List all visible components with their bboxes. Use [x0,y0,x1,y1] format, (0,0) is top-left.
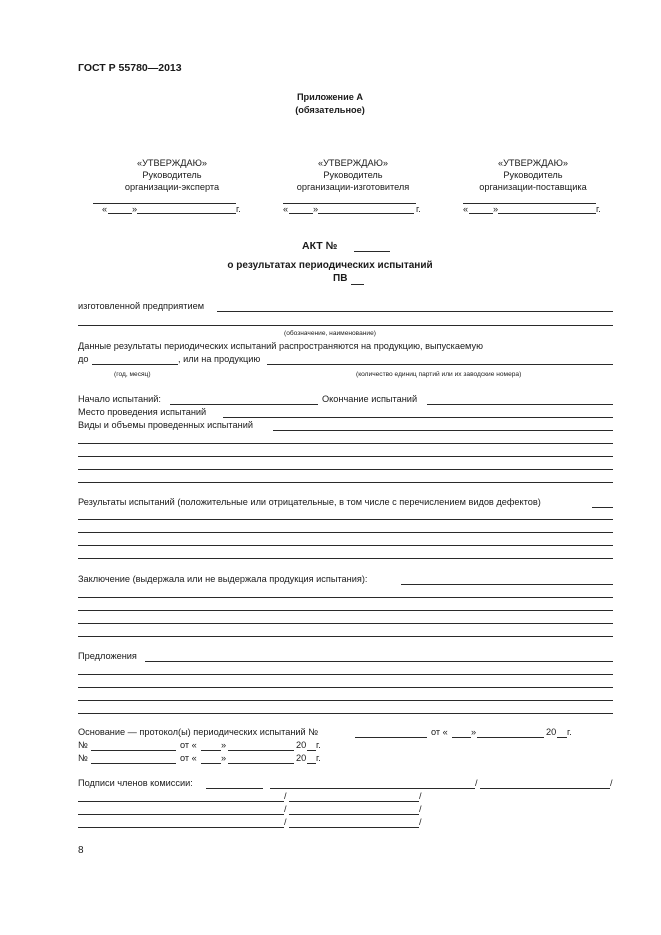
label-year-g: г. [316,740,321,750]
fill-line-kinds[interactable] [273,430,613,431]
slash: / [284,804,287,814]
fill-line[interactable] [78,558,613,559]
fill-line-month[interactable] [228,763,294,764]
date-quote-open: « [463,204,469,214]
appendix-note: (обязательное) [295,105,365,115]
signature-line [93,203,236,204]
name-line[interactable] [289,827,419,828]
fill-line-year[interactable] [307,750,316,751]
label-results: Результаты испытаний (положительные или отрицательные, в том числе с перечислением видов дефектов) [78,497,541,507]
fill-line[interactable] [78,636,613,637]
act-pv: ПВ [333,273,348,284]
approval-stamp: «УТВЕРЖДАЮ» [136,158,208,168]
fill-line[interactable] [78,687,613,688]
date-year-suffix: г. [236,204,241,214]
fill-line-until[interactable] [92,364,178,365]
fill-line[interactable] [78,674,613,675]
hint-designation: (обозначение, наименование) [284,330,376,337]
standard-number: ГОСТ Р 55780—2013 [78,62,182,74]
fill-line-end[interactable] [427,404,613,405]
name-line[interactable] [289,814,419,815]
label-end: Окончание испытаний [322,394,418,404]
date-year-suffix: г. [416,204,421,214]
date-day-line [289,213,313,214]
fill-line[interactable] [78,456,613,457]
signature-line[interactable] [78,814,284,815]
fill-line-month[interactable] [477,737,544,738]
slash: / [419,791,422,801]
label-basis: Основание — протокол(ы) периодических испытаний № [78,727,319,737]
approval-role: Руководитель [503,170,563,180]
fill-line-year[interactable] [557,737,567,738]
fill-line[interactable] [78,443,613,444]
fill-line-day[interactable] [201,750,221,751]
date-quote-open: « [283,204,289,214]
label-place: Место проведения испытаний [78,407,207,417]
act-title: АКТ № [302,240,338,252]
label-year20: 20 [296,740,307,750]
page-number: 8 [78,845,84,856]
date-quote-open: « [102,204,108,214]
fill-line-results[interactable] [592,507,613,508]
slash: / [284,791,287,801]
act-subtitle: о результатах периодических испытаний [227,260,433,271]
name-line[interactable] [480,788,610,789]
label-year20: 20 [296,753,307,763]
name-line[interactable] [270,788,475,789]
label-or-product: , или на продукцию [178,354,261,364]
label-signatures: Подписи членов комиссии: [78,778,193,788]
fill-line-day[interactable] [452,737,471,738]
slash: / [610,778,613,788]
label-quote-close: » [221,740,227,750]
label-year20: 20 [546,727,557,737]
fill-line[interactable] [78,700,613,701]
fill-line[interactable] [78,545,613,546]
label-number: № [78,740,88,750]
date-day-line [108,213,132,214]
slash: / [419,804,422,814]
fill-line[interactable] [78,610,613,611]
approval-role: Руководитель [323,170,383,180]
label-manufactured-by: изготовленной предприятием [78,301,205,311]
fill-line-month[interactable] [228,750,294,751]
act-pv-line [351,284,364,285]
label-applies-to: Данные результаты периодических испытаний распространяются на продукцию, выпускаемую [78,341,483,351]
label-year-g: г. [567,727,572,737]
signature-line[interactable] [78,827,284,828]
fill-line-protocol-number[interactable] [355,737,427,738]
date-quote-close: » [132,204,138,214]
fill-line[interactable] [78,597,613,598]
label-until: до [78,354,89,364]
appendix-title: Приложение А [296,92,364,102]
hint-batches: (количество единиц партий или их заводские номера) [356,371,522,378]
label-from: от « [431,727,448,737]
fill-line[interactable] [78,519,613,520]
fill-line[interactable] [78,713,613,714]
fill-line-proposals[interactable] [145,661,613,662]
fill-line[interactable] [78,482,613,483]
label-proposals: Предложения [78,651,137,661]
label-start: Начало испытаний: [78,394,161,404]
fill-line-day[interactable] [201,763,221,764]
date-quote-close: » [313,204,319,214]
fill-line-product[interactable] [267,364,613,365]
signature-line[interactable] [206,788,263,789]
label-kinds: Виды и объемы проведенных испытаний [78,420,253,430]
date-quote-close: » [493,204,499,214]
fill-line-start[interactable] [170,404,318,405]
label-from: от « [180,753,197,763]
fill-line[interactable] [78,532,613,533]
act-number-line [354,251,390,252]
date-day-line [469,213,493,214]
signature-line[interactable] [78,801,284,802]
fill-line-year[interactable] [307,763,316,764]
approval-org: организации-изготовителя [296,182,410,192]
fill-line[interactable] [78,469,613,470]
date-year-suffix: г. [596,204,601,214]
signature-line [463,203,596,204]
fill-line[interactable] [78,325,613,326]
fill-line-place[interactable] [223,417,613,418]
date-month-line [498,213,596,214]
label-quote-close: » [471,727,477,737]
fill-line-protocol-number[interactable] [91,763,176,764]
date-month-line [318,213,414,214]
label-year-g: г. [316,753,321,763]
label-number: № [78,753,88,763]
approval-stamp: «УТВЕРЖДАЮ» [317,158,389,168]
name-line[interactable] [289,801,419,802]
fill-line-manufactured-by[interactable] [217,311,613,312]
approval-stamp: «УТВЕРЖДАЮ» [497,158,569,168]
signature-line [283,203,416,204]
label-from: от « [180,740,197,750]
slash: / [419,817,422,827]
approval-org: организации-поставщика [479,182,587,192]
approval-role: Руководитель [142,170,202,180]
hint-year-month: (год, месяц) [114,371,151,378]
fill-line-conclusion[interactable] [401,584,613,585]
slash: / [475,778,478,788]
fill-line-protocol-number[interactable] [91,750,176,751]
slash: / [284,817,287,827]
label-quote-close: » [221,753,227,763]
approval-org: организации-эксперта [124,182,220,192]
label-conclusion: Заключение (выдержала или не выдержала продукция испытания): [78,574,368,584]
date-month-line [137,213,236,214]
fill-line[interactable] [78,623,613,624]
